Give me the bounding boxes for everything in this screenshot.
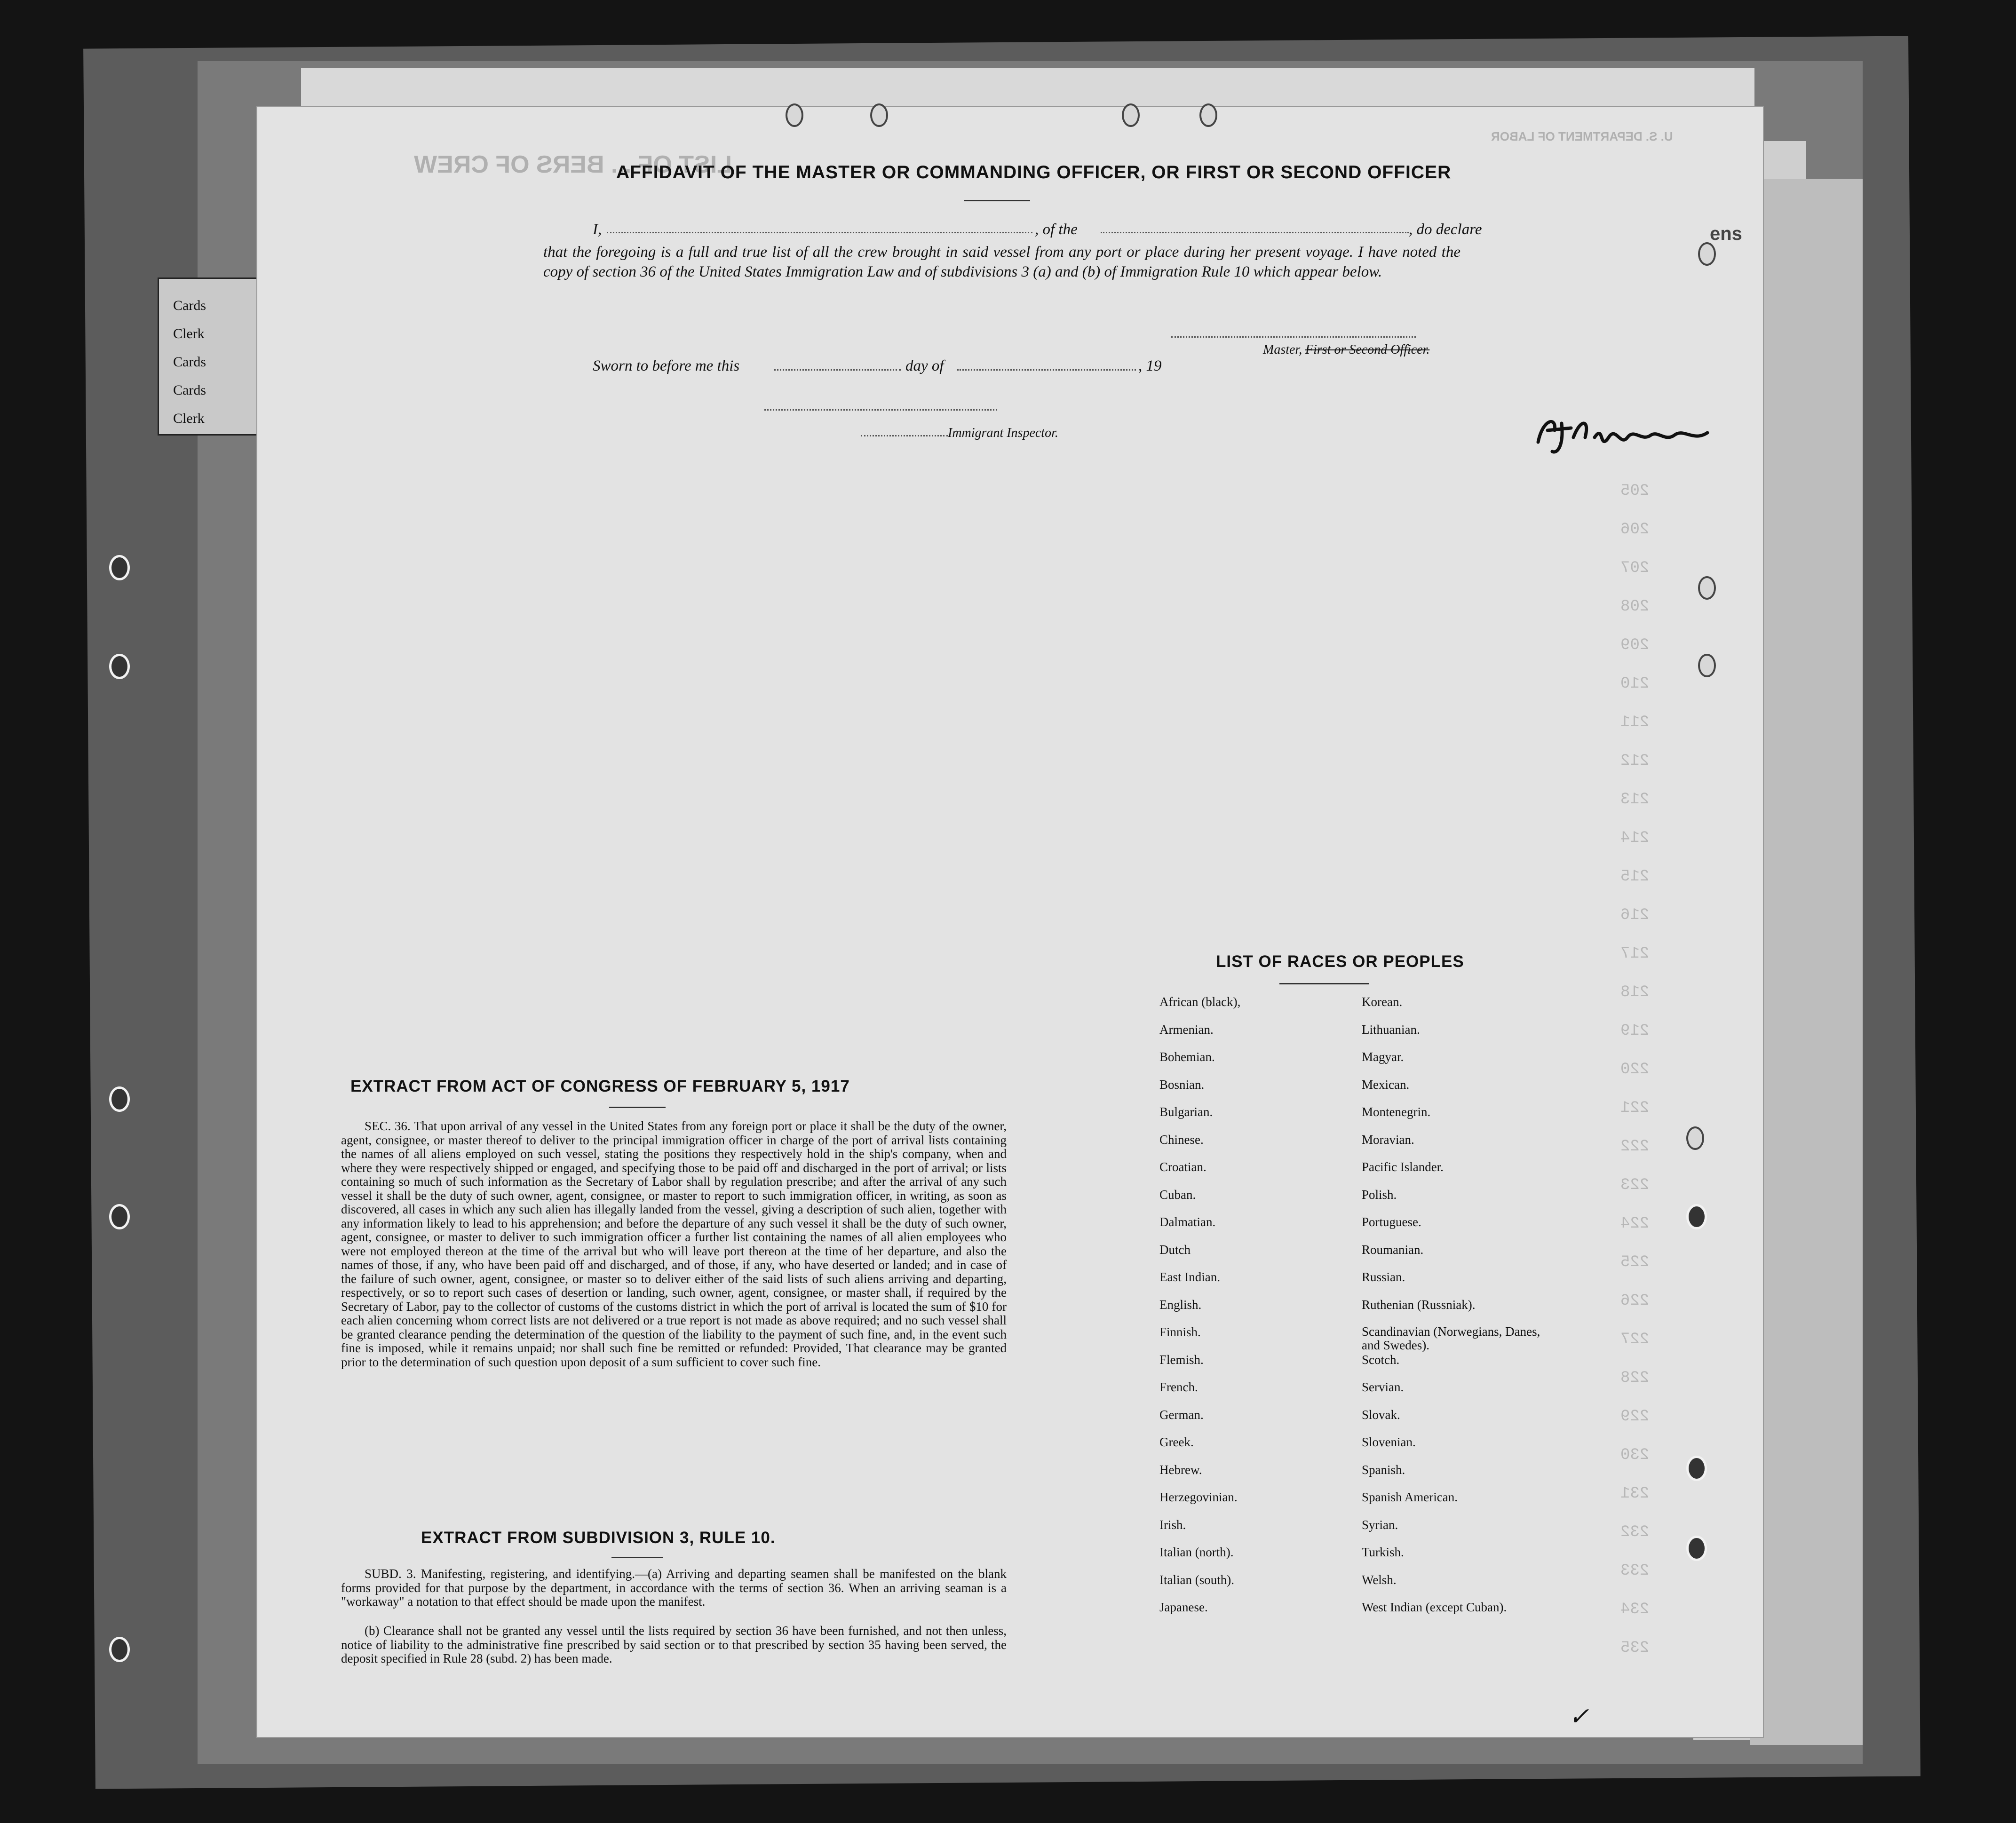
section-36-text: SEC. 36. That upon arrival of any vessel in the United States from any foreign port or place it shall be the duty of the owner, agent, consignee, or master thereof to deliver to the principal immigration officer in charge of the port of arrival lists containing the names of all aliens employed on such vessel, stating the positions they respectively hold in the ship's company, when and where they were respectively shipped or engaged, and specifying those to be paid off and discharged in the port of arrival; or lists containing so much of such information as the Secretary of Labor shall by regulation prescribe; and after the arrival of any such vessel it shall be the duty of such owner, agent, consignee, or master to report to such immigration officer, in writing, as soon as discovered, all cases in which any such alien has illegally landed from the vessel, giving a description of such alien, together with any information likely to lead to his apprehension; and before the departure of any such vessel it shall be the duty of such owner, agent, consignee, or master to deliver to such immigration officer a further list containing the names of all alien employees who were not employed thereon at the time of the arrival but who will leave port thereon at the time of her departure, and also the names of those, if any, who have been paid off and discharged, and of those, if any, who have deserted or landed; and in case of the failure of such owner, agent, consignee, or master so to deliver either of the said lists of such aliens arriving and departing, respectively, or so to report such cases of desertion or landing, such owner, agent, consignee, or master shall, if required by the Secretary of Labor, pay to the collector of customs of the customs district in which the port of arrival is located the sum of $10 for each alien concerning whom correct lists are not delivered or a true report is not made as above required; and no such vessel shall be granted clearance pending the determination of the question of the liability to the payment of such fine, and, in the event such fine is imposed, while it remains unpaid; nor shall such fine be remitted or refunded: Provided, That clearance may be granted prior to the determination of such question upon deposit of a sum sufficient to cover such fine. [341,1119,1007,1369]
show-through-department: U. S. DEPARTMENT OF LABOR [1491,129,1673,143]
race-item: West Indian (except Cuban). [1362,1600,1507,1614]
race-item: Dalmatian. [1159,1215,1216,1229]
show-through-row-number: 206 [1620,521,1650,539]
show-through-row-number: 215 [1620,868,1650,886]
show-through-row-number: 231 [1620,1485,1650,1503]
race-item: Portuguese. [1362,1215,1421,1229]
show-through-row-number: 207 [1620,559,1650,577]
race-item: Magyar. [1362,1050,1404,1064]
race-item: German. [1159,1407,1204,1422]
card-line: Cards [173,354,206,370]
race-item: Slovenian. [1362,1435,1416,1449]
name-blank[interactable] [607,232,1032,233]
show-through-row-number: 217 [1620,945,1650,963]
race-item: Japanese. [1159,1600,1208,1614]
race-item: Cuban. [1159,1187,1196,1202]
punch-hole [870,103,888,127]
declaration-body: that the foregoing is a full and true list of all the crew brought in said vessel from any port or place during her present voyage. I have noted the copy of section 36 of the United States Immigration Law and of subdivisions 3 (a) and (b) of Immigration Rule 10 which appear below. [543,244,1460,280]
race-item: Flemish. [1159,1352,1204,1367]
punch-hole [1698,654,1716,677]
margin-check-mark: ✓ [1569,1704,1589,1730]
race-item: French. [1159,1380,1198,1394]
race-item: Bosnian. [1159,1077,1205,1092]
race-item: Syrian. [1362,1517,1398,1532]
punch-hole [1122,103,1140,127]
affidavit-title: AFFIDAVIT OF THE MASTER OR COMMANDING OFFICER, OR FIRST OR SECOND OFFICER [616,162,1452,182]
master-signature [1529,409,1736,461]
race-item: Italian (south). [1159,1572,1234,1587]
race-item: Moravian. [1362,1132,1414,1147]
show-through-row-number: 218 [1620,983,1650,1001]
card-line: Cards [173,298,206,313]
act-title-rule [609,1107,666,1108]
punch-hole [1686,1456,1707,1481]
edge-label: ens [1710,223,1742,244]
race-item: Irish. [1159,1517,1186,1532]
show-through-row-number: 208 [1620,598,1650,616]
race-item: Bulgarian. [1159,1105,1213,1119]
struck-officer-caption: First or Second Officer. [1305,342,1430,357]
sworn-day-of: day of [905,357,944,374]
rule-extract-title: EXTRACT FROM SUBDIVISION 3, RULE 10. [421,1529,776,1547]
card-line: Cards [173,382,206,398]
binder-hole [109,1204,130,1229]
race-item: Servian. [1362,1380,1404,1394]
binder-hole [109,1637,130,1662]
race-item: Spanish American. [1362,1490,1458,1504]
show-through-row-number: 224 [1620,1215,1650,1233]
punch-hole [1686,1536,1707,1561]
race-item: Mexican. [1362,1077,1410,1092]
race-item: Chinese. [1159,1132,1204,1147]
declaration-suffix: , do declare [1409,221,1482,238]
show-through-row-number: 222 [1620,1138,1650,1156]
punch-hole [1686,1126,1704,1150]
race-item: Scandinavian (Norwegians, Danes, and Swedes). [1362,1324,1540,1352]
rule-title-rule [611,1557,663,1558]
show-through-row-number: 235 [1620,1639,1650,1657]
sworn-year: , 19 [1138,357,1162,374]
race-item: East Indian. [1159,1270,1220,1284]
race-item: Welsh. [1362,1572,1397,1587]
race-item: Polish. [1362,1187,1397,1202]
race-item: Spanish. [1362,1462,1405,1477]
race-item: Lithuanian. [1362,1022,1420,1037]
show-through-row-number: 223 [1620,1176,1650,1194]
show-through-row-number: 220 [1620,1061,1650,1078]
sworn-date-blank[interactable] [774,369,901,371]
show-through-row-number: 211 [1620,713,1650,731]
card-line: Clerk [173,326,205,341]
show-through-row-number: 219 [1620,1022,1650,1040]
show-through-row-number: 234 [1620,1601,1650,1618]
race-item: Hebrew. [1159,1462,1202,1477]
race-item: Herzegovinian. [1159,1490,1238,1504]
inspector-lead [861,435,948,436]
race-item: Russian. [1362,1270,1405,1284]
race-item: Croatian. [1159,1160,1206,1174]
race-item: Korean. [1362,995,1403,1009]
show-through-row-number: 205 [1620,482,1650,500]
show-through-row-number: 216 [1620,906,1650,924]
punch-hole [1698,242,1716,266]
punch-hole [1686,1204,1707,1229]
sworn-prefix: Sworn to before me this [593,357,740,374]
binder-hole [109,654,130,679]
race-item: African (black), [1159,995,1241,1009]
show-through-row-number: 221 [1620,1099,1650,1117]
show-through-row-number: 214 [1620,829,1650,847]
race-item: Italian (north). [1159,1545,1234,1559]
binder-hole [109,1086,130,1112]
inspector-caption: Immigrant Inspector. [948,426,1058,440]
show-through-row-number: 230 [1620,1446,1650,1464]
declaration-prefix: I, [593,221,602,238]
race-item: Ruthenian (Russniak). [1362,1297,1476,1312]
race-item: Armenian. [1159,1022,1214,1037]
card-line: Clerk [173,411,205,426]
show-through-header: LIST OF ... BERS OF CREW [414,151,732,178]
show-through-row-number: 227 [1620,1331,1650,1348]
background-sheet-edge-2 [1750,179,1863,1745]
race-item: Montenegrin. [1362,1105,1431,1119]
rule-10-subd-a: SUBD. 3. Manifesting, registering, and identifying.—(a) Arriving and departing seamen shall be manifested on the blank forms provided for that purpose by the department, in accordance with the terms of section 36. When an arriving seaman is a "workaway" a notation to that effect should be made upon the manifest. [341,1567,1007,1609]
races-title: LIST OF RACES OR PEOPLES [1216,952,1464,971]
race-item: English. [1159,1297,1202,1312]
affidavit-page [256,106,1764,1738]
race-item: Bohemian. [1159,1050,1215,1064]
punch-hole [786,103,803,127]
show-through-row-number: 209 [1620,636,1650,654]
sworn-month-blank[interactable] [957,369,1136,371]
show-through-row-number: 210 [1620,675,1650,693]
race-item: Turkish. [1362,1545,1404,1559]
race-item: Greek. [1159,1435,1194,1449]
declaration-mid: , of the [1035,221,1078,238]
master-caption: Master, [1263,342,1302,357]
race-item: Scotch. [1362,1352,1400,1367]
show-through-row-number: 212 [1620,752,1650,770]
title-rule [964,200,1030,201]
race-item: Dutch [1159,1242,1191,1257]
inspector-blank[interactable] [764,409,997,411]
race-item: Pacific Islander. [1362,1160,1444,1174]
signature-blank[interactable] [1171,336,1416,338]
binder-hole [109,555,130,580]
race-item: Roumanian. [1362,1242,1424,1257]
race-item: Finnish. [1159,1325,1201,1339]
races-title-rule [1279,983,1369,984]
rule-10-subd-b: (b) Clearance shall not be granted any vessel until the lists required by section 36 have been furnished, and not then unless, notice of liability to the administrative fine prescribed by said section or to that prescribed by section 35 having been served, the deposit specified in Rule 28 (subd. 2) has been made. [341,1624,1007,1665]
show-through-row-number: 213 [1620,791,1650,808]
race-item: Slovak. [1362,1407,1400,1422]
show-through-row-number: 228 [1620,1369,1650,1387]
act-extract-title: EXTRACT FROM ACT OF CONGRESS OF FEBRUARY 5, 1917 [350,1077,850,1095]
show-through-row-number: 225 [1620,1253,1650,1271]
vessel-blank[interactable] [1101,232,1409,233]
show-through-row-number: 232 [1620,1523,1650,1541]
show-through-row-number: 233 [1620,1562,1650,1580]
punch-hole [1698,576,1716,600]
show-through-row-number: 226 [1620,1292,1650,1310]
punch-hole [1199,103,1217,127]
show-through-row-number: 229 [1620,1408,1650,1426]
